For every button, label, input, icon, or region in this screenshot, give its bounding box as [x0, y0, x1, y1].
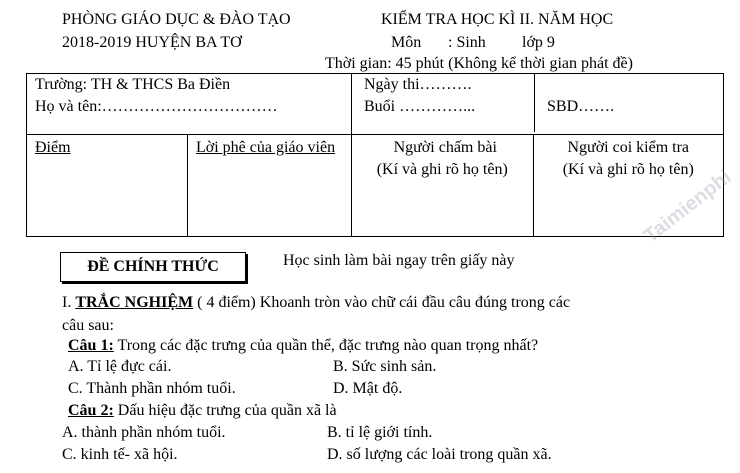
q1-option-d[interactable]: D. Mật độ.	[333, 380, 403, 397]
session-field[interactable]: Buổi …………...	[364, 98, 476, 115]
question-2	[68, 402, 337, 420]
grade-label: lớp 9	[522, 34, 555, 51]
exam-date-cell	[352, 74, 534, 135]
comment-cell	[188, 135, 352, 237]
q2-option-a[interactable]: A. thành phần nhóm tuổi.	[62, 424, 226, 441]
q2-option-d[interactable]: D. số lượng các loài trong quần xã.	[327, 446, 552, 463]
grader-note: (Kí và ghi rõ họ tên)	[376, 161, 508, 178]
exam-date-field[interactable]: Ngày thi……….	[364, 76, 472, 93]
section-prefix: I.	[62, 294, 76, 311]
section-instruction-cont: câu sau:	[62, 317, 114, 334]
q2-option-c[interactable]: C. kinh tế- xã hội.	[62, 446, 178, 463]
student-info-table	[26, 73, 724, 237]
grader-cell	[352, 135, 534, 237]
teacher-comment-label: Lời phê của giáo viên	[196, 139, 336, 156]
exam-time: Thời gian: 45 phút (Không kể thời gian phát đề)	[325, 55, 633, 72]
school-year-district: 2018-2019 HUYỆN BA TƠ	[62, 34, 242, 51]
name-field[interactable]: Họ và tên:……………………………	[35, 98, 278, 115]
section-heading	[62, 294, 570, 312]
exam-title: KIỂM TRA HỌC KÌ II. NĂM HỌC	[381, 11, 614, 28]
q1-option-a[interactable]: A. Tỉ lệ đực cái.	[68, 358, 172, 375]
proctor-note: (Kí và ghi rõ họ tên)	[562, 161, 694, 178]
instruction-text: Học sinh làm bài ngay trên giấy này	[283, 252, 515, 269]
subject-label: Môn	[391, 34, 422, 51]
section-title: TRẮC NGHIỆM	[75, 294, 194, 311]
q1-option-b[interactable]: B. Sức sinh sản.	[333, 358, 437, 375]
question-label: Câu 1:	[68, 337, 114, 354]
question-1	[68, 337, 538, 355]
subject-value: : Sinh	[448, 34, 486, 51]
section-instruction: ( 4 điểm) Khoanh tròn vào chữ cái đầu câu đúng trong các	[193, 294, 571, 311]
question-text: Trong các đặc trưng của quần thể, đặc trưng nào quan trọng nhất?	[113, 337, 539, 354]
q2-option-b[interactable]: B. tỉ lệ giới tính.	[327, 424, 433, 441]
question-label: Câu 2:	[68, 402, 114, 419]
sbd-field[interactable]: SBD…….	[534, 74, 723, 132]
watermark-logo: Taimienphi	[640, 165, 736, 248]
question-text: Dấu hiệu đặc trưng của quần xã là	[113, 402, 337, 419]
official-exam-badge: ĐỀ CHÍNH THỨC	[60, 252, 246, 282]
proctor-label: Người coi kiểm tra	[567, 139, 690, 156]
q1-option-c[interactable]: C. Thành phần nhóm tuổi.	[68, 380, 236, 397]
score-cell	[27, 135, 188, 237]
grader-label: Người chấm bài	[393, 139, 497, 156]
student-info-cell	[27, 74, 352, 135]
department-title: PHÒNG GIÁO DỤC & ĐÀO TẠO	[62, 11, 291, 28]
school-field: Trường: TH & THCS Ba Điền	[35, 76, 231, 93]
score-label: Điểm	[35, 139, 71, 156]
sbd-cell	[533, 74, 724, 135]
